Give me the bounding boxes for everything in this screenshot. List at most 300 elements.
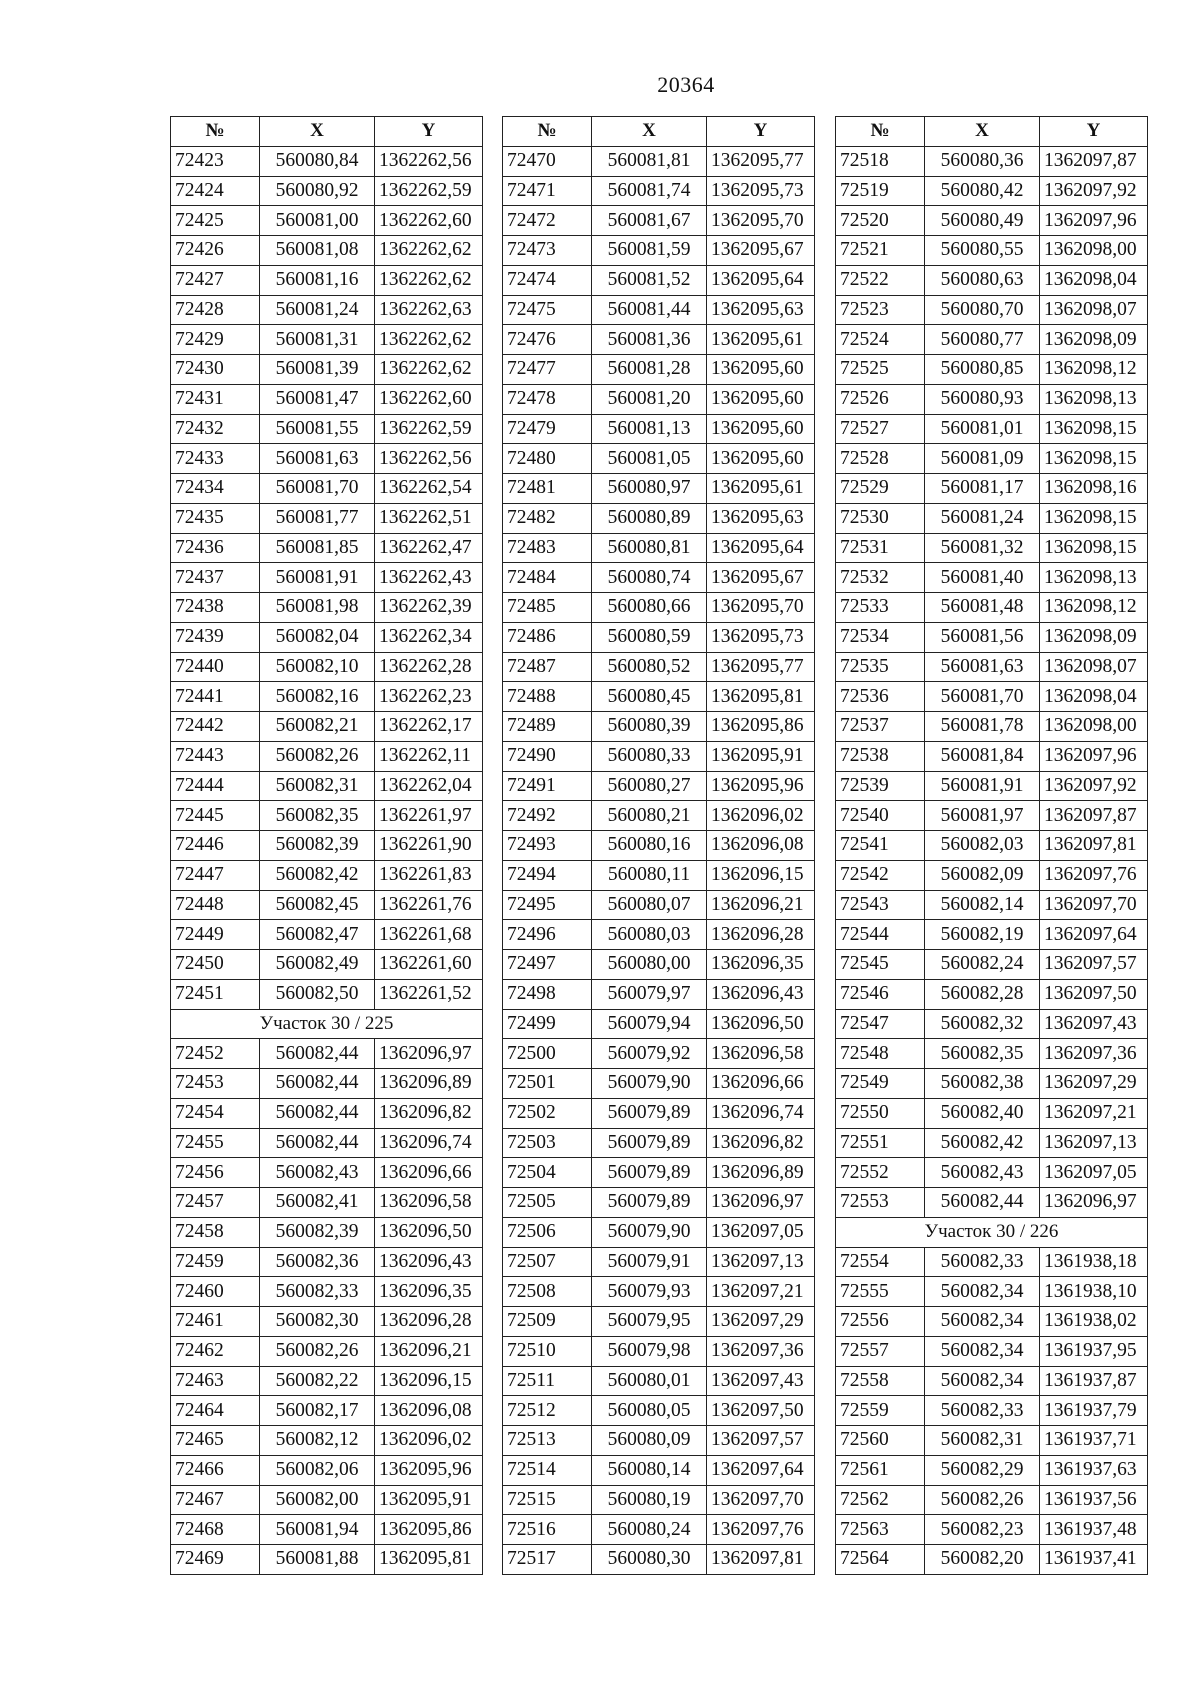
section-row (171, 1009, 483, 1039)
y-coordinate-cell: 1362095,64 (707, 265, 815, 295)
table-row (836, 860, 1148, 890)
y-coordinate-cell: 1361937,79 (1040, 1396, 1148, 1426)
y-coordinate-cell: 1362097,43 (707, 1366, 815, 1396)
point-number-cell: 72450 (171, 950, 260, 980)
table-row (836, 1396, 1148, 1426)
coordinates-table-2 (502, 116, 815, 1575)
table-row (171, 1247, 483, 1277)
y-coordinate-cell: 1362262,51 (375, 503, 483, 533)
y-coordinate-cell: 1362095,96 (707, 771, 815, 801)
table-row (836, 1515, 1148, 1545)
table-row (503, 712, 815, 742)
point-number-cell: 72448 (171, 890, 260, 920)
y-coordinate-cell: 1361937,87 (1040, 1366, 1148, 1396)
table-row (503, 1307, 815, 1337)
y-coordinate-cell: 1362095,67 (707, 236, 815, 266)
table-row (836, 176, 1148, 206)
x-coordinate-cell: 560080,30 (592, 1545, 707, 1575)
table-row (503, 1128, 815, 1158)
table-row (836, 384, 1148, 414)
y-coordinate-cell: 1362095,63 (707, 503, 815, 533)
y-coordinate-cell: 1362097,64 (1040, 920, 1148, 950)
point-number-cell: 72428 (171, 295, 260, 325)
table-row (503, 563, 815, 593)
y-coordinate-cell: 1362097,13 (707, 1247, 815, 1277)
point-number-cell: 72500 (503, 1039, 592, 1069)
point-number-cell: 72513 (503, 1426, 592, 1456)
table-row (836, 1545, 1148, 1575)
table-row (171, 1128, 483, 1158)
point-number-cell: 72488 (503, 682, 592, 712)
x-coordinate-cell: 560080,33 (592, 741, 707, 771)
table-row (503, 384, 815, 414)
x-coordinate-cell: 560080,45 (592, 682, 707, 712)
table-row (171, 146, 483, 176)
table-row (503, 206, 815, 236)
point-number-cell: 72558 (836, 1366, 925, 1396)
table-row (836, 295, 1148, 325)
point-number-cell: 72455 (171, 1128, 260, 1158)
x-coordinate-cell: 560082,26 (925, 1485, 1040, 1515)
point-number-cell: 72534 (836, 622, 925, 652)
x-coordinate-cell: 560081,01 (925, 414, 1040, 444)
point-number-cell: 72533 (836, 593, 925, 623)
x-coordinate-cell: 560081,98 (260, 593, 375, 623)
y-coordinate-cell: 1362098,04 (1040, 265, 1148, 295)
table-row (503, 444, 815, 474)
y-coordinate-cell: 1362096,97 (707, 1188, 815, 1218)
point-number-cell: 72461 (171, 1307, 260, 1337)
y-coordinate-cell: 1362098,15 (1040, 444, 1148, 474)
y-coordinate-cell: 1361938,10 (1040, 1277, 1148, 1307)
point-number-cell: 72516 (503, 1515, 592, 1545)
table-row (503, 1098, 815, 1128)
table-row (836, 1009, 1148, 1039)
point-number-cell: 72460 (171, 1277, 260, 1307)
x-coordinate-cell: 560082,41 (260, 1188, 375, 1218)
point-number-cell: 72521 (836, 236, 925, 266)
table-row (836, 503, 1148, 533)
table-row (503, 146, 815, 176)
x-coordinate-cell: 560081,28 (592, 355, 707, 385)
point-number-cell: 72501 (503, 1069, 592, 1099)
table-row (503, 1247, 815, 1277)
y-coordinate-cell: 1362097,92 (1040, 771, 1148, 801)
table-row (171, 890, 483, 920)
y-coordinate-cell: 1362262,56 (375, 444, 483, 474)
x-coordinate-cell: 560080,74 (592, 563, 707, 593)
y-coordinate-cell: 1362096,02 (375, 1426, 483, 1456)
point-number-cell: 72439 (171, 622, 260, 652)
y-coordinate-cell: 1362262,59 (375, 176, 483, 206)
table-row (836, 206, 1148, 236)
table-row (836, 1247, 1148, 1277)
table-row (171, 831, 483, 861)
x-coordinate-cell: 560080,85 (925, 355, 1040, 385)
x-coordinate-cell: 560082,09 (925, 860, 1040, 890)
point-number-cell: 72535 (836, 652, 925, 682)
point-number-cell: 72437 (171, 563, 260, 593)
point-number-cell: 72444 (171, 771, 260, 801)
table-row (503, 682, 815, 712)
y-coordinate-cell: 1362095,73 (707, 176, 815, 206)
table-row (836, 236, 1148, 266)
x-coordinate-cell: 560081,00 (260, 206, 375, 236)
x-coordinate-cell: 560082,14 (925, 890, 1040, 920)
table-row (503, 325, 815, 355)
table-row (503, 503, 815, 533)
y-coordinate-cell: 1362096,43 (375, 1247, 483, 1277)
table-row (503, 1485, 815, 1515)
point-number-cell: 72462 (171, 1336, 260, 1366)
point-number-cell: 72494 (503, 860, 592, 890)
point-number-cell: 72525 (836, 355, 925, 385)
table-row (171, 1515, 483, 1545)
x-coordinate-cell: 560080,70 (925, 295, 1040, 325)
table-header-row (836, 117, 1148, 147)
x-coordinate-cell: 560079,91 (592, 1247, 707, 1277)
x-coordinate-cell: 560082,50 (260, 979, 375, 1009)
header-number: № (171, 117, 260, 147)
y-coordinate-cell: 1362097,57 (1040, 950, 1148, 980)
point-number-cell: 72449 (171, 920, 260, 950)
table-row (836, 1455, 1148, 1485)
x-coordinate-cell: 560082,23 (925, 1515, 1040, 1545)
y-coordinate-cell: 1362098,12 (1040, 593, 1148, 623)
x-coordinate-cell: 560081,20 (592, 384, 707, 414)
table-row (503, 950, 815, 980)
table-row (836, 652, 1148, 682)
point-number-cell: 72452 (171, 1039, 260, 1069)
x-coordinate-cell: 560082,29 (925, 1455, 1040, 1485)
table-row (503, 1277, 815, 1307)
table-row (503, 831, 815, 861)
y-coordinate-cell: 1362262,62 (375, 236, 483, 266)
page-number: 20364 (657, 72, 715, 97)
x-coordinate-cell: 560079,89 (592, 1188, 707, 1218)
y-coordinate-cell: 1362096,74 (375, 1128, 483, 1158)
x-coordinate-cell: 560081,52 (592, 265, 707, 295)
table-row (836, 474, 1148, 504)
y-coordinate-cell: 1362095,60 (707, 414, 815, 444)
x-coordinate-cell: 560080,39 (592, 712, 707, 742)
point-number-cell: 72537 (836, 712, 925, 742)
point-number-cell: 72426 (171, 236, 260, 266)
x-coordinate-cell: 560082,40 (925, 1098, 1040, 1128)
point-number-cell: 72484 (503, 563, 592, 593)
point-number-cell: 72464 (171, 1396, 260, 1426)
y-coordinate-cell: 1362097,76 (1040, 860, 1148, 890)
y-coordinate-cell: 1362262,47 (375, 533, 483, 563)
table-row (171, 1545, 483, 1575)
y-coordinate-cell: 1362262,59 (375, 414, 483, 444)
point-number-cell: 72431 (171, 384, 260, 414)
point-number-cell: 72423 (171, 146, 260, 176)
table-row (503, 533, 815, 563)
table-row (503, 920, 815, 950)
table-row (171, 741, 483, 771)
point-number-cell: 72505 (503, 1188, 592, 1218)
y-coordinate-cell: 1362095,60 (707, 355, 815, 385)
x-coordinate-cell: 560082,22 (260, 1366, 375, 1396)
table-row (171, 622, 483, 652)
x-coordinate-cell: 560080,77 (925, 325, 1040, 355)
table-row (503, 1336, 815, 1366)
y-coordinate-cell: 1362096,28 (375, 1307, 483, 1337)
x-coordinate-cell: 560082,39 (260, 1217, 375, 1247)
table-row (171, 236, 483, 266)
table-row (503, 801, 815, 831)
y-coordinate-cell: 1362096,66 (375, 1158, 483, 1188)
point-number-cell: 72560 (836, 1426, 925, 1456)
y-coordinate-cell: 1362096,15 (375, 1366, 483, 1396)
x-coordinate-cell: 560082,16 (260, 682, 375, 712)
point-number-cell: 72481 (503, 474, 592, 504)
y-coordinate-cell: 1362097,81 (707, 1545, 815, 1575)
y-coordinate-cell: 1362096,35 (375, 1277, 483, 1307)
table-row (503, 979, 815, 1009)
y-coordinate-cell: 1362262,56 (375, 146, 483, 176)
y-coordinate-cell: 1362262,23 (375, 682, 483, 712)
y-coordinate-cell: 1362096,50 (375, 1217, 483, 1247)
x-coordinate-cell: 560082,04 (260, 622, 375, 652)
x-coordinate-cell: 560080,89 (592, 503, 707, 533)
table-row (503, 355, 815, 385)
table-row (836, 950, 1148, 980)
y-coordinate-cell: 1362095,63 (707, 295, 815, 325)
table-row (836, 444, 1148, 474)
table-row (171, 860, 483, 890)
point-number-cell: 72438 (171, 593, 260, 623)
point-number-cell: 72506 (503, 1217, 592, 1247)
x-coordinate-cell: 560080,93 (925, 384, 1040, 414)
x-coordinate-cell: 560082,26 (260, 1336, 375, 1366)
table-row (836, 533, 1148, 563)
x-coordinate-cell: 560079,90 (592, 1069, 707, 1099)
x-coordinate-cell: 560081,24 (925, 503, 1040, 533)
point-number-cell: 72469 (171, 1545, 260, 1575)
point-number-cell: 72519 (836, 176, 925, 206)
point-number-cell: 72442 (171, 712, 260, 742)
point-number-cell: 72509 (503, 1307, 592, 1337)
y-coordinate-cell: 1362097,92 (1040, 176, 1148, 206)
point-number-cell: 72459 (171, 1247, 260, 1277)
y-coordinate-cell: 1362097,70 (707, 1485, 815, 1515)
table-row (171, 1455, 483, 1485)
table-row (503, 593, 815, 623)
x-coordinate-cell: 560081,55 (260, 414, 375, 444)
x-coordinate-cell: 560080,09 (592, 1426, 707, 1456)
y-coordinate-cell: 1362096,89 (707, 1158, 815, 1188)
table-row (836, 920, 1148, 950)
table-row (836, 1366, 1148, 1396)
point-number-cell: 72497 (503, 950, 592, 980)
point-number-cell: 72559 (836, 1396, 925, 1426)
y-coordinate-cell: 1362262,28 (375, 652, 483, 682)
point-number-cell: 72551 (836, 1128, 925, 1158)
point-number-cell: 72548 (836, 1039, 925, 1069)
point-number-cell: 72550 (836, 1098, 925, 1128)
x-coordinate-cell: 560081,70 (925, 682, 1040, 712)
point-number-cell: 72473 (503, 236, 592, 266)
point-number-cell: 72490 (503, 741, 592, 771)
y-coordinate-cell: 1362096,82 (707, 1128, 815, 1158)
point-number-cell: 72518 (836, 146, 925, 176)
y-coordinate-cell: 1362095,70 (707, 206, 815, 236)
point-number-cell: 72466 (171, 1455, 260, 1485)
y-coordinate-cell: 1362262,60 (375, 384, 483, 414)
y-coordinate-cell: 1362098,13 (1040, 384, 1148, 414)
point-number-cell: 72457 (171, 1188, 260, 1218)
y-coordinate-cell: 1362096,66 (707, 1069, 815, 1099)
x-coordinate-cell: 560080,19 (592, 1485, 707, 1515)
x-coordinate-cell: 560082,45 (260, 890, 375, 920)
point-number-cell: 72479 (503, 414, 592, 444)
y-coordinate-cell: 1362097,96 (1040, 741, 1148, 771)
y-coordinate-cell: 1361937,48 (1040, 1515, 1148, 1545)
table-row (503, 1396, 815, 1426)
y-coordinate-cell: 1362095,77 (707, 652, 815, 682)
y-coordinate-cell: 1362261,52 (375, 979, 483, 1009)
table-row (171, 682, 483, 712)
x-coordinate-cell: 560079,94 (592, 1009, 707, 1039)
x-coordinate-cell: 560081,85 (260, 533, 375, 563)
table-row (836, 979, 1148, 1009)
x-coordinate-cell: 560081,67 (592, 206, 707, 236)
y-coordinate-cell: 1362098,04 (1040, 682, 1148, 712)
y-coordinate-cell: 1361938,02 (1040, 1307, 1148, 1337)
table-row (836, 831, 1148, 861)
y-coordinate-cell: 1362095,60 (707, 444, 815, 474)
point-number-cell: 72453 (171, 1069, 260, 1099)
y-coordinate-cell: 1362098,09 (1040, 622, 1148, 652)
table-row (171, 1039, 483, 1069)
table-row (171, 1336, 483, 1366)
point-number-cell: 72563 (836, 1515, 925, 1545)
table-row (503, 295, 815, 325)
table-row (171, 1485, 483, 1515)
table-row (503, 890, 815, 920)
table-row (171, 384, 483, 414)
table-row (836, 712, 1148, 742)
point-number-cell: 72492 (503, 801, 592, 831)
y-coordinate-cell: 1362097,21 (707, 1277, 815, 1307)
x-coordinate-cell: 560082,03 (925, 831, 1040, 861)
point-number-cell: 72441 (171, 682, 260, 712)
table-row (171, 1426, 483, 1456)
y-coordinate-cell: 1362095,60 (707, 384, 815, 414)
header-x: X (592, 117, 707, 147)
point-number-cell: 72503 (503, 1128, 592, 1158)
x-coordinate-cell: 560082,33 (925, 1396, 1040, 1426)
point-number-cell: 72555 (836, 1277, 925, 1307)
x-coordinate-cell: 560080,03 (592, 920, 707, 950)
table-row (503, 1426, 815, 1456)
y-coordinate-cell: 1362096,02 (707, 801, 815, 831)
y-coordinate-cell: 1362095,86 (375, 1515, 483, 1545)
x-coordinate-cell: 560080,00 (592, 950, 707, 980)
y-coordinate-cell: 1362095,61 (707, 474, 815, 504)
point-number-cell: 72508 (503, 1277, 592, 1307)
point-number-cell: 72475 (503, 295, 592, 325)
x-coordinate-cell: 560082,31 (925, 1426, 1040, 1456)
point-number-cell: 72470 (503, 146, 592, 176)
point-number-cell: 72528 (836, 444, 925, 474)
table-row (171, 563, 483, 593)
table-row (503, 474, 815, 504)
y-coordinate-cell: 1362096,58 (707, 1039, 815, 1069)
y-coordinate-cell: 1362097,76 (707, 1515, 815, 1545)
point-number-cell: 72443 (171, 741, 260, 771)
table-row (171, 712, 483, 742)
point-number-cell: 72498 (503, 979, 592, 1009)
x-coordinate-cell: 560080,11 (592, 860, 707, 890)
x-coordinate-cell: 560079,97 (592, 979, 707, 1009)
x-coordinate-cell: 560079,98 (592, 1336, 707, 1366)
x-coordinate-cell: 560081,81 (592, 146, 707, 176)
x-coordinate-cell: 560080,01 (592, 1366, 707, 1396)
table-row (171, 979, 483, 1009)
point-number-cell: 72491 (503, 771, 592, 801)
y-coordinate-cell: 1362262,11 (375, 741, 483, 771)
table-row (836, 563, 1148, 593)
x-coordinate-cell: 560080,27 (592, 771, 707, 801)
y-coordinate-cell: 1362095,70 (707, 593, 815, 623)
x-coordinate-cell: 560082,44 (260, 1128, 375, 1158)
x-coordinate-cell: 560081,09 (925, 444, 1040, 474)
x-coordinate-cell: 560081,08 (260, 236, 375, 266)
header-y: Y (1040, 117, 1148, 147)
point-number-cell: 72496 (503, 920, 592, 950)
y-coordinate-cell: 1362262,17 (375, 712, 483, 742)
x-coordinate-cell: 560081,74 (592, 176, 707, 206)
point-number-cell: 72515 (503, 1485, 592, 1515)
y-coordinate-cell: 1362098,00 (1040, 236, 1148, 266)
table-row (171, 920, 483, 950)
y-coordinate-cell: 1362262,63 (375, 295, 483, 325)
y-coordinate-cell: 1362096,50 (707, 1009, 815, 1039)
x-coordinate-cell: 560079,95 (592, 1307, 707, 1337)
y-coordinate-cell: 1362098,09 (1040, 325, 1148, 355)
table-row (836, 1426, 1148, 1456)
header-number: № (836, 117, 925, 147)
point-number-cell: 72433 (171, 444, 260, 474)
x-coordinate-cell: 560082,00 (260, 1485, 375, 1515)
y-coordinate-cell: 1362096,97 (1040, 1188, 1148, 1218)
table-row (836, 1188, 1148, 1218)
y-coordinate-cell: 1362097,64 (707, 1455, 815, 1485)
point-number-cell: 72542 (836, 860, 925, 890)
y-coordinate-cell: 1362262,34 (375, 622, 483, 652)
table-row (836, 1307, 1148, 1337)
point-number-cell: 72532 (836, 563, 925, 593)
table-row (503, 741, 815, 771)
y-coordinate-cell: 1362095,81 (375, 1545, 483, 1575)
y-coordinate-cell: 1362097,05 (707, 1217, 815, 1247)
x-coordinate-cell: 560082,26 (260, 741, 375, 771)
x-coordinate-cell: 560082,12 (260, 1426, 375, 1456)
x-coordinate-cell: 560081,48 (925, 593, 1040, 623)
x-coordinate-cell: 560081,24 (260, 295, 375, 325)
point-number-cell: 72553 (836, 1188, 925, 1218)
table-header-row (503, 117, 815, 147)
y-coordinate-cell: 1362097,29 (707, 1307, 815, 1337)
point-number-cell: 72562 (836, 1485, 925, 1515)
table-row (171, 652, 483, 682)
x-coordinate-cell: 560082,33 (925, 1247, 1040, 1277)
point-number-cell: 72465 (171, 1426, 260, 1456)
table-row (171, 414, 483, 444)
